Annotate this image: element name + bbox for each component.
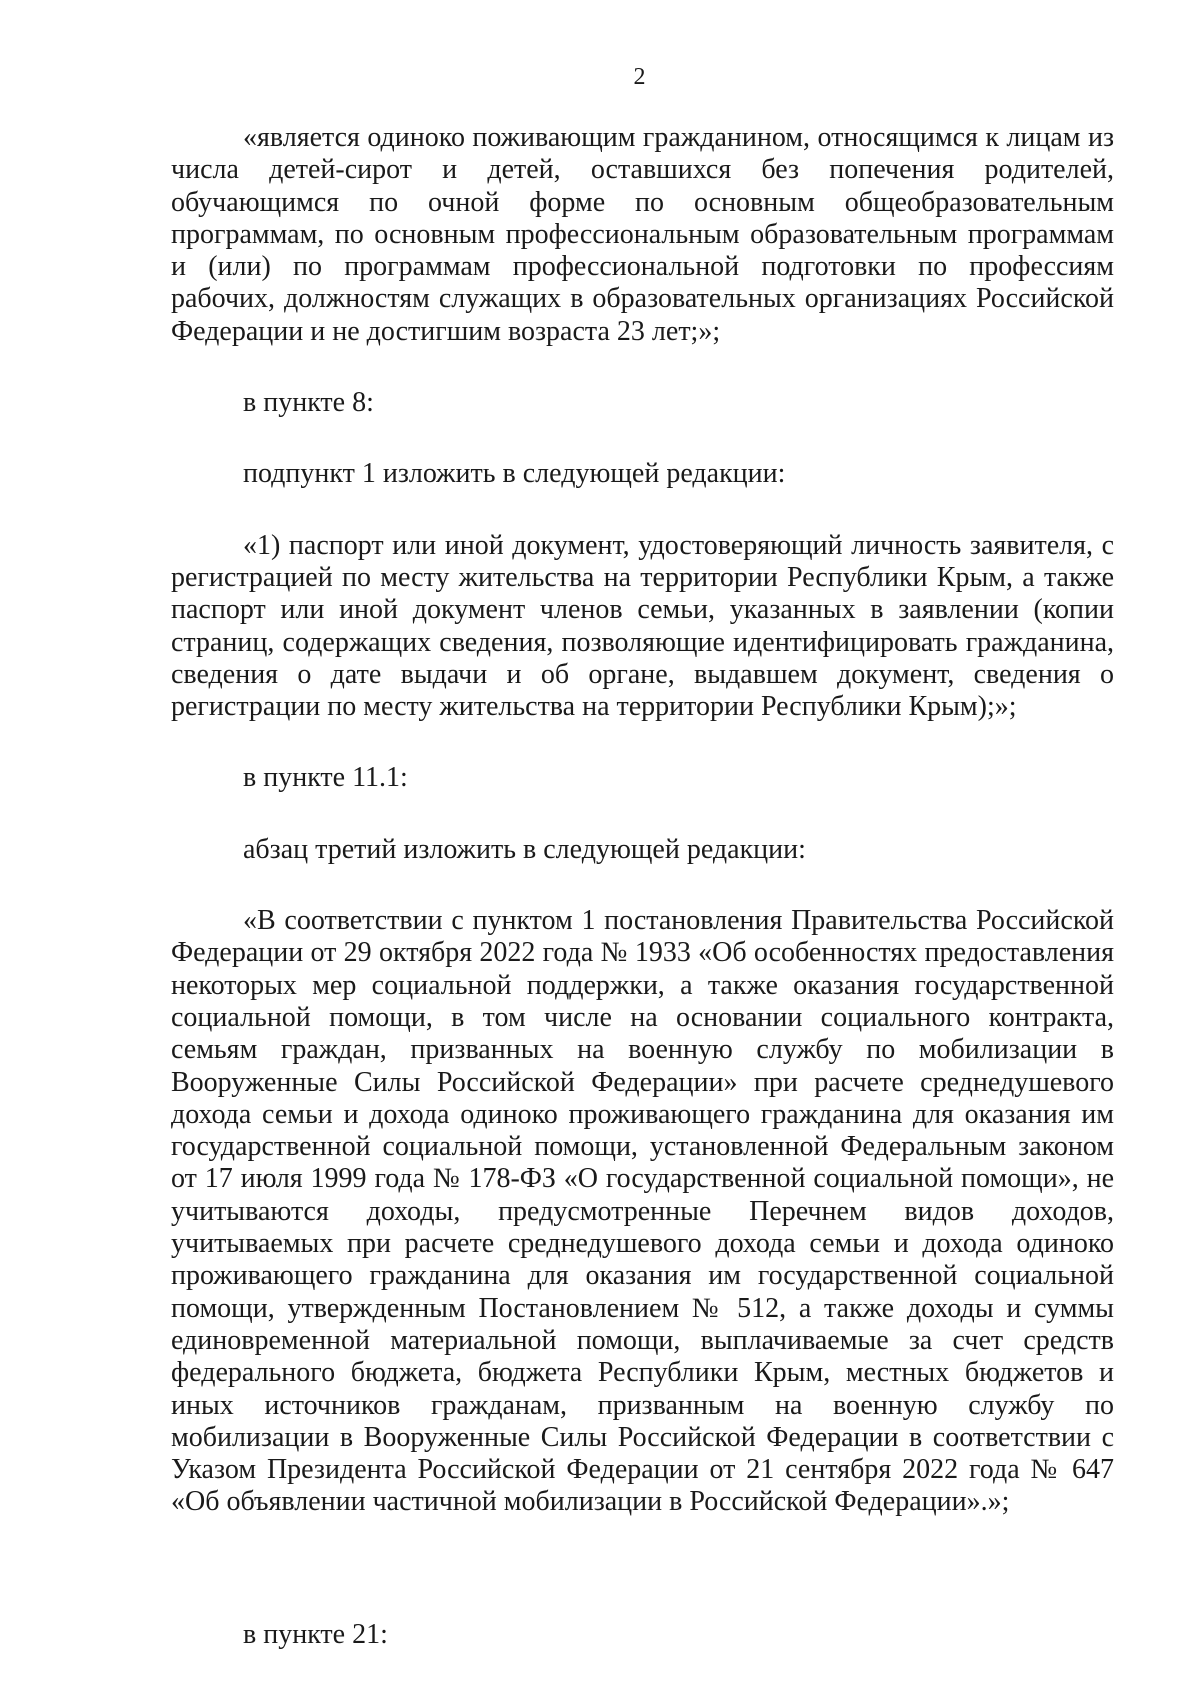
paragraph-passport-requirement: «1) паспорт или иной документ, удостоверяющий личность заявителя, с регистрацией по месту жительства на территории Республики Крым, а также паспорт или иной документ членов семьи, указанных в заявлении (копии страниц, содержащих сведения, позволяющие идентифицировать гражданина, сведения о дате выдачи и об органе, выдавшем документ, сведения о регистрации по месту жительства на территории Республики Крым);»;: [171, 529, 1114, 723]
page-number: 2: [633, 64, 646, 90]
paragraph-subclause-1-instruction: подпункт 1 изложить в следующей редакции:: [243, 458, 786, 490]
paragraph-clause-8-heading: в пункте 8:: [243, 387, 374, 419]
paragraph-mobilization-income-rule: «В соответствии с пунктом 1 постановления Правительства Российской Федерации от 29 октября 2022 года № 1933 «Об особенностях предоставления некоторых мер социальной поддержки, а также оказания государственной социальной помощи, в том числе на основании социального контракта, семьям граждан, призванных на военную службу по мобилизации в Вооруженные Силы Российской Федерации» при расчете среднедушевого дохода семьи и дохода одиноко проживающего гражданина для оказания им государственной социальной помощи, установленной Федеральным законом от 17 июля 1999 года № 178-ФЗ «О государственной социальной помощи», не учитываются доходы, предусмотренные Перечнем видов доходов, учитываемых при расчете среднедушевого дохода семьи и дохода одиноко проживающего гражданина для оказания им государственной социальной помощи, утвержденным Постановлением № 512, а также доходы и суммы единовременной материальной помощи, выплачиваемые за счет средств федерального бюджета, бюджета Республики Крым, местных бюджетов и иных источников гражданам, призванным на военную службу по мобилизации в Вооруженные Силы Российской Федерации в соответствии с Указом Президента Российской Федерации от 21 сентября 2022 года № 647 «Об объявлении частичной мобилизации в Российской Федерации».»;: [171, 905, 1114, 1518]
paragraph-third-abstract-instruction: абзац третий изложить в следующей редакции:: [243, 833, 806, 865]
document-body: [171, 122, 1114, 1651]
paragraph-clause-21-heading: в пункте 21:: [243, 1618, 388, 1650]
paragraph-recipient-definition: «является одиноко поживающим гражданином, относящимся к лицам из числа детей-сирот и детей, оставшихся без попечения родителей, обучающимся по очной форме по основным общеобразовательным программам, по основным профессиональным образовательным программам и (или) по программам профессиональной подготовки по профессиям рабочих, должностям служащих в образовательных организациях Российской Федерации и не достигшим возраста 23 лет;»;: [171, 122, 1114, 347]
paragraph-clause-11-1-heading: в пункте 11.1:: [243, 762, 408, 794]
